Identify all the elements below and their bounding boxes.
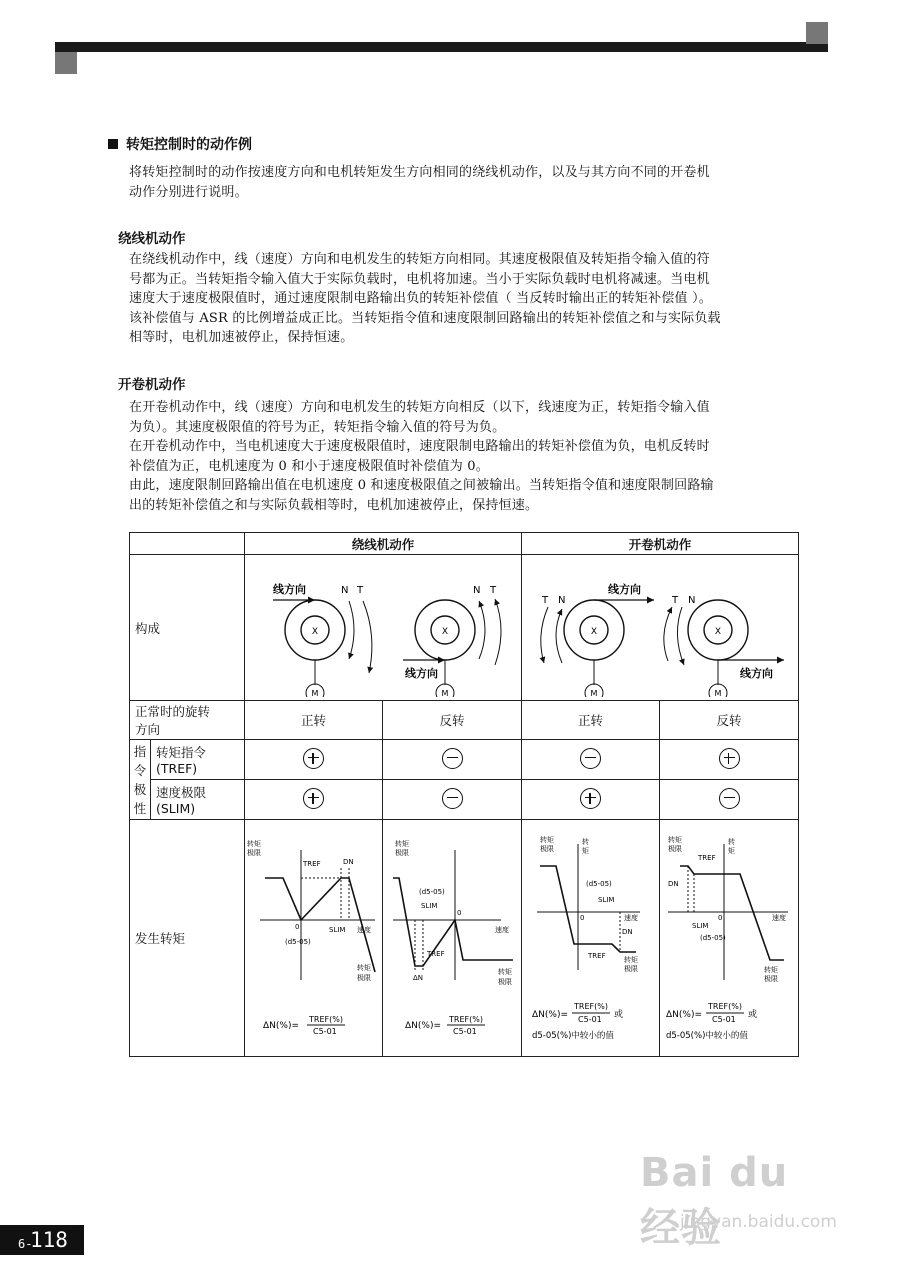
graph-label: TREF [427,950,445,958]
torque-graph-unwinder-forward [522,820,660,1053]
winder-r-n: N [473,585,481,596]
plus-circle-icon [580,788,601,809]
graph-label: 矩 [582,847,590,855]
direction-cell: 正转 [522,701,660,740]
graph-label: 极限 [498,978,512,986]
graph-label: (d5-05) [700,934,726,942]
winder-r-t: T [490,585,497,596]
graph-label: (d5-05) [285,938,311,946]
header-square-left [55,52,77,74]
unwinder-l-n: N [558,595,566,606]
header-empty-cell [130,533,245,555]
row-label-direction: 正常时的旋转 方向 [130,701,245,740]
graph-label: 转矩 [764,966,779,974]
graph-label: 矩 [728,847,736,855]
graph-label: SLIM [598,896,615,904]
direction-cell: 反转 [383,701,522,740]
winder-heading: 绕线机动作 [118,231,186,247]
graph-label: 速度 [357,926,371,934]
formula-label: ΔN(%)= [666,1010,703,1020]
graph-label: TREF [588,952,606,960]
formula-label: TREF(%) [449,1015,483,1024]
graph-label: 速度 [624,914,639,922]
winder-l-x-label: X [311,627,319,637]
row-label-slim: 速度极限 (SLIM) [151,780,245,820]
unwinder-l-x-label: X [590,627,598,637]
direction-cell: 反转 [660,701,799,740]
graph-label: (d5-05) [419,888,445,896]
winder-l-m-label: M [311,689,319,697]
graph-label: 转矩 [540,836,555,844]
slim-polarity [660,780,799,820]
formula-label: 或 [614,1010,624,1020]
unwinder-r-t: T [672,595,679,606]
page-number: 118 [30,1228,68,1252]
formula-label: 或 [748,1010,758,1020]
row-label-tref: 转矩指令 (TREF) [151,740,245,780]
header-winder: 绕线机动作 [245,533,522,555]
unwinder-r-x-label: X [714,627,722,637]
graph-label: 0 [457,909,462,917]
plus-circle-icon [303,748,324,769]
graph-label: DN [668,880,679,888]
unwinder-r-line-dir: 线方向 [740,667,774,680]
graph-label: 0 [580,914,585,922]
winder-config-diagram [245,555,521,697]
unwinder-l-t: T [542,595,549,606]
tref-polarity [660,740,799,780]
graph-label: DN [622,928,633,936]
graph-label: 转矩 [498,968,512,976]
winder-r-x-label: X [441,627,449,637]
unwinder-config-cell [522,555,799,701]
bullet-square-icon [108,139,118,149]
graph-label: 极限 [540,845,555,853]
formula-label: C5-01 [712,1015,736,1024]
direction-cell: 正转 [245,701,383,740]
watermark-url: jingyan.baidu.com [680,1212,837,1232]
winder-l-t: T [357,585,364,596]
watermark-brand: Bai du 经验 [640,1150,789,1251]
graph-label: TREF [303,860,321,868]
formula-label: C5-01 [453,1027,477,1036]
torque-graph-cell [522,820,660,1057]
formula-label: C5-01 [313,1027,337,1036]
formula-label: ΔN(%)= [532,1010,569,1020]
header-bar [55,42,828,52]
graph-label: 转矩 [668,836,683,844]
minus-circle-icon [442,748,463,769]
torque-graph-unwinder-reverse [660,820,799,1053]
graph-label: 转矩 [247,840,261,848]
slim-polarity [383,780,522,820]
row-label-config: 构成 [130,555,245,701]
graph-label: 转矩 [624,956,639,964]
minus-circle-icon [580,748,601,769]
slim-polarity [245,780,383,820]
page-number-badge [0,1225,84,1255]
graph-label: 速度 [495,926,509,934]
page-number-prefix: 6- [18,1237,33,1251]
unwinder-heading: 开卷机动作 [118,377,186,393]
graph-label: SLIM [421,902,438,910]
minus-circle-icon [442,788,463,809]
graph-label: 极限 [668,845,683,853]
unwinder-l-line-dir: 线方向 [608,583,642,596]
unwinder-paragraph: 在开卷机动作中，线（速度）方向和电机发生的转矩方向相反（以下，线速度为正，转矩指令输入值 为负）。其速度极限值的符号为正，转矩指令输入值的符号为负。 在开卷机动作中，当电机速度大于速度极限值时，速度限制电路输出的转矩补偿值为负，电机反转时 补偿值为正，电机速度为 0 和小于速度极限值时补偿值为 0。 由此，速度限制回路输出值在电机速度 0 和速度极限值之间被输出。当转矩指令值和速度限制回路输 出的转矩补偿值之和与实际负载相等时，电机加速被停止，保持恒速。 [129,400,714,513]
torque-control-table [129,532,799,1057]
graph-label: 0 [718,914,723,922]
tref-polarity [383,740,522,780]
unwinder-l-m-label: M [590,689,598,697]
section-title: 转矩控制时的动作例 [108,134,252,154]
watermark [640,1150,840,1251]
torque-graph-cell [245,820,383,1057]
graph-label: 速度 [772,914,787,922]
tref-polarity [245,740,383,780]
plus-circle-icon [719,748,740,769]
tref-polarity [522,740,660,780]
torque-graph-winder-forward [245,820,383,1053]
torque-graph-cell [383,820,522,1057]
formula-label: C5-01 [578,1015,602,1024]
formula-label: TREF(%) [574,1002,608,1011]
winder-l-line-dir: 线方向 [273,583,306,596]
row-label-torque: 发生转矩 [130,820,245,1057]
formula-label: ΔN(%)= [405,1021,442,1031]
header-unwinder: 开卷机动作 [522,533,799,555]
graph-label: SLIM [329,926,346,934]
formula-label: d5-05(%)中较小的值 [532,1031,614,1041]
graph-label: 极限 [247,849,261,857]
unwinder-r-m-label: M [714,689,722,697]
graph-label: 极限 [395,849,409,857]
graph-label: 转 [728,838,736,846]
formula-label: TREF(%) [708,1002,742,1011]
graph-label: ΔN [413,974,424,982]
unwinder-config-diagram [522,555,798,697]
winder-config-cell [245,555,522,701]
minus-circle-icon [719,788,740,809]
formula-label: ΔN(%)= [263,1021,300,1031]
unwinder-r-n: N [688,595,696,606]
graph-label: DN [343,858,354,866]
graph-label: 极限 [357,974,371,982]
graph-label: 极限 [764,975,779,983]
winder-l-n: N [341,585,349,596]
slim-polarity [522,780,660,820]
polarity-label: 指 令 极 性 [130,740,151,820]
graph-label: 0 [295,923,300,931]
graph-label: (d5-05) [586,880,612,888]
graph-label: 极限 [624,965,639,973]
formula-label: d5-05(%)中较小的值 [666,1031,748,1041]
graph-label: TREF [698,854,716,862]
graph-label: 转矩 [395,840,409,848]
torque-graph-cell [660,820,799,1057]
winder-paragraph: 在绕线机动作中，线（速度）方向和电机发生的转矩方向相同。其速度极限值及转矩指令输入值的符 号都为正。当转矩指令输入值大于实际负载时，电机将加速。当小于实际负载时电机将减速。当电机 速度大于速度极限值时，通过速度限制电路输出负的转矩补偿值（ 当反转时输出正的转矩补偿值 ）。 该补偿值与 ASR 的比例增益成正比。当转矩指令值和速度限制回路输出的转矩补偿值之和与实际负载 相等时，电机加速被停止，保持恒速。 [129,252,721,345]
graph-label: 转 [582,838,590,846]
plus-circle-icon [303,788,324,809]
intro-paragraph: 将转矩控制时的动作按速度方向和电机转矩发生方向相同的绕线机动作，以及与其方向不同的开卷机 动作分别进行说明。 [129,165,710,200]
graph-label: 转矩 [357,964,371,972]
winder-r-line-dir: 线方向 [405,667,438,680]
graph-label: SLIM [692,922,709,930]
torque-graph-winder-reverse [383,820,522,1053]
winder-r-m-label: M [441,689,449,697]
header-square-right [806,22,828,44]
formula-label: TREF(%) [309,1015,343,1024]
